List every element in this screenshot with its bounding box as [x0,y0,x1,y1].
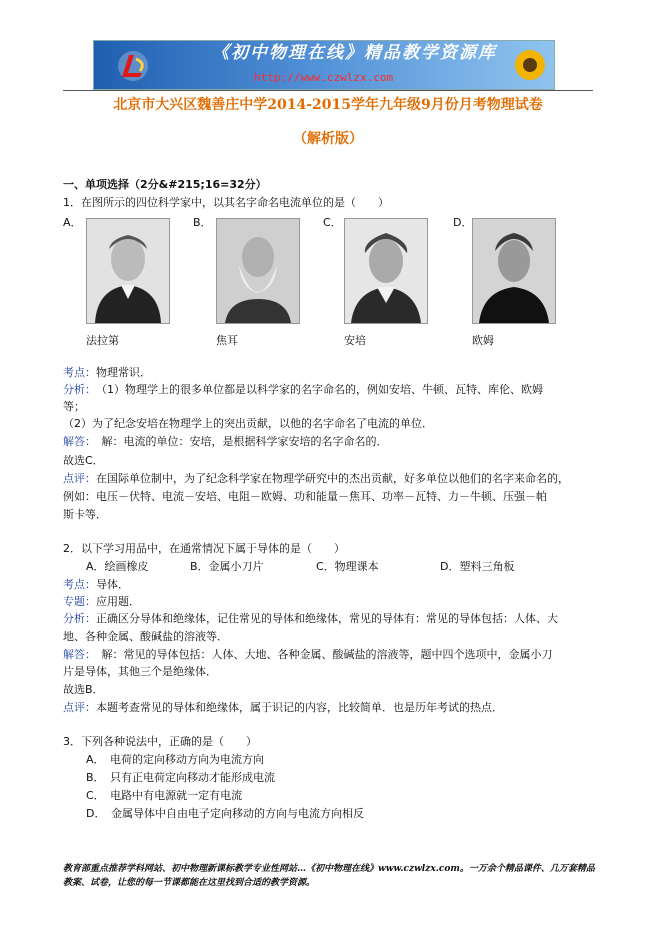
header-banner [93,40,555,90]
q1-answer: 故选C． [63,454,104,467]
portrait-ohm [472,218,556,324]
q1-fenxi-2: （2）为了纪念安培在物理学上的突出贡献，以他的名字命名了电流的单位． [63,417,433,430]
q1-dianping-2: 例如：电压－伏特、电流－安培、电阻－欧姆、功和能量－焦耳、功率－瓦特、力－牛顿、压强－帕 [63,490,547,503]
q1-option-c-letter: C． [323,216,342,229]
q1-option-a-name: 法拉第 [86,334,119,347]
q1-option-b-name: 焦耳 [216,334,238,347]
q2-jieda-2: 片是导体，其他三个是绝缘体． [63,665,217,678]
q2-option-d: D．塑料三角板 [440,560,515,573]
q1-option-d-name: 欧姆 [472,334,494,347]
q1-jieda: 解答： 解：电流的单位：安培，是根据科学家安培的名字命名的． [63,435,388,448]
q2-fenxi: 分析：正确区分导体和绝缘体，记住常见的导体和绝缘体，常见的导体有：常见的导体包括：人体、大 [63,612,558,625]
page-footer: 教育部重点推荐学科网站、初中物理新课标教学专业性网站…《初中物理在线》www.czwlzx.com。一万余个精品课件、几万套精品教案、试卷，让您的每一节课都能在这里找到合适的教学资源。 [63,864,595,888]
q3-option-a: A． 电荷的定向移动方向为电流方向 [86,753,265,766]
header-rule [63,90,593,91]
q2-option-c: C．物理课本 [316,560,379,573]
q1-fenxi-cont: 等； [63,400,85,413]
q3-option-c: C． 电路中有电源就一定有电流 [86,789,243,802]
portrait-faraday [86,218,170,324]
q1-option-b-letter: B． [193,216,212,229]
sunflower-icon [512,47,548,83]
q1-option-a-letter: A． [63,216,82,229]
q2-zhuanti: 专题：应用题． [63,595,140,608]
q2-answer: 故选B． [63,683,104,696]
q1-option-d-letter: D． [453,216,473,229]
q1-kaodian: 考点：物理常识． [63,366,151,379]
q3-option-b: B． 只有正电荷定向移动才能形成电流 [86,771,276,784]
q1-fenxi: 分析： （1）物理学上的很多单位都是以科学家的名字命名的，例如安培、牛顿、瓦特、库伦、欧姆 [63,383,543,396]
banner-title: 《初中物理在线》精品教学资源库 [212,43,497,63]
page-subtitle: （解析版） [293,131,363,147]
q2-option-a: A．绘画橡皮 [86,560,149,573]
q2-jieda: 解答： 解：常见的导体包括：人体、大地、各种金属、酸碱盐的溶液等，题中四个选项中，金属小刀 [63,648,553,661]
q2-kaodian: 考点：导体． [63,578,129,591]
q2-fenxi-2: 地、各种金属、酸碱盐的溶液等． [63,630,228,643]
section-heading: 一、单项选择（2分&#215;16=32分） [63,178,267,191]
q1-dianping-3: 斯卡等． [63,508,107,521]
portrait-joule [216,218,300,324]
q1-option-c-name: 安培 [344,334,366,347]
portrait-ampere [344,218,428,324]
q2-dianping: 点评：本题考查常见的导体和绝缘体，属于识记的内容，比较简单．也是历年考试的热点． [63,701,503,714]
q1-dianping: 点评：在国际单位制中，为了纪念科学家在物理学研究中的杰出贡献，好多单位以他们的名字来命名的， [63,472,569,485]
q1-stem: 1．在图所示的四位科学家中，以其名字命名电流单位的是（ ） [63,196,389,209]
banner-url[interactable]: http://www.czwlzx.com [254,71,394,84]
q3-option-d: D． 金属导体中自由电子定向移动的方向与电流方向相反 [86,807,364,820]
q2-stem: 2．以下学习用品中，在通常情况下属于导体的是（ ） [63,542,345,555]
logo-icon [116,49,150,83]
q2-option-b: B．金属小刀片 [190,560,264,573]
q3-stem: 3．下列各种说法中，正确的是（ ） [63,735,257,748]
page-title: 北京市大兴区魏善庄中学2014-2015学年九年级9月份月考物理试卷 [113,97,543,113]
